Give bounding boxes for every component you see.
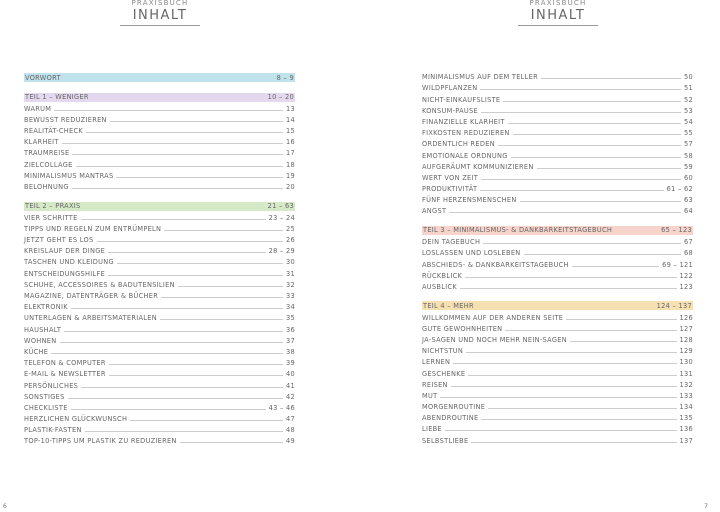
- toc-leader-line: [513, 134, 681, 135]
- toc-entry[interactable]: [24, 278, 295, 289]
- toc-entry-page: 65 – 123: [661, 226, 692, 235]
- toc-leader-line: [68, 398, 283, 399]
- toc-entry-page: 53: [684, 106, 693, 115]
- toc-entry[interactable]: [24, 266, 295, 277]
- toc-entry-page: 33: [286, 292, 295, 300]
- toc-entry-label: GUTE GEWOHNHEITEN: [422, 324, 503, 333]
- toc-entry-label: ABSCHIEDS- & DANKBARKEITSTAGEBUCH: [422, 260, 569, 269]
- toc-entry[interactable]: [422, 310, 693, 321]
- toc-entry-label: FÜNF HERZENSMENSCHEN: [422, 196, 517, 205]
- toc-entry-page: 137: [679, 436, 693, 445]
- toc-entry[interactable]: [422, 433, 693, 444]
- toc-entry-label: ENTSCHEIDUNGSHILFE: [24, 269, 106, 278]
- toc-leader-line: [117, 263, 283, 264]
- toc-entry-label: MINIMALISMUS AUF DEM TELLER: [422, 73, 538, 82]
- toc-entry-page: 35: [286, 314, 295, 323]
- toc-entry-label: VIER SCHRITTE: [24, 213, 78, 222]
- header-kicker: PRAXISBUCH: [131, 0, 189, 7]
- page-title: INHALT: [518, 8, 598, 26]
- toc-leader-line: [505, 330, 676, 331]
- toc-entry-label: MINIMALISMUS MANTRAS: [24, 171, 114, 180]
- toc-entry-page: 135: [679, 414, 693, 423]
- toc-entry-label: TOP-10-TIPPS UM PLASTIK ZU REDUZIEREN: [24, 437, 177, 446]
- toc-entry-page: 64: [684, 207, 693, 216]
- toc-entry-page: 15: [286, 127, 295, 136]
- toc-entry-page: 58: [684, 151, 693, 160]
- toc-entry-page: 133: [679, 391, 693, 400]
- toc-entry[interactable]: [24, 345, 295, 356]
- toc-leader-line: [161, 297, 283, 298]
- toc-entry-label: MORGENROUTINE: [422, 403, 486, 412]
- toc-spacer: [24, 82, 295, 92]
- toc-leader-line: [72, 154, 283, 155]
- toc-entry-page: 60: [684, 173, 693, 182]
- toc-entry-label: ABENDROUTINE: [422, 414, 479, 423]
- toc-entry[interactable]: [422, 411, 693, 422]
- toc-entry-label: TIPPS UND REGELN ZUM ENTRÜMPELN: [24, 224, 162, 233]
- toc-leader-line: [453, 363, 676, 364]
- toc-entry[interactable]: [422, 355, 693, 366]
- toc-entry[interactable]: [422, 389, 693, 400]
- toc-entry-label: NICHTSTUN: [422, 347, 464, 356]
- toc-entry-label: ZIELCOLLAGE: [24, 160, 73, 169]
- toc-entry-page: 20: [286, 183, 295, 191]
- toc-leader-line: [498, 145, 681, 146]
- toc-spacer: [422, 215, 693, 225]
- toc-entry-label: KLARHEIT: [24, 138, 59, 147]
- toc-entry[interactable]: [422, 322, 693, 333]
- toc-leader-line: [471, 442, 676, 443]
- toc-entry[interactable]: [422, 104, 693, 115]
- toc-section-heading[interactable]: [24, 202, 295, 211]
- toc-entry[interactable]: [24, 367, 295, 378]
- toc-entry-label: BELOHNUNG: [24, 183, 69, 191]
- toc-leader-line: [71, 308, 283, 309]
- toc-leader-line: [468, 375, 676, 376]
- toc-entry[interactable]: [422, 422, 693, 433]
- toc-spacer: [24, 191, 295, 201]
- toc-entry-page: 69 – 121: [662, 260, 693, 269]
- toc-entry-page: 49: [286, 437, 295, 446]
- toc-entry[interactable]: [24, 412, 295, 423]
- right-page: [360, 0, 720, 512]
- toc-entry-page: 47: [286, 415, 295, 424]
- toc-entry[interactable]: [422, 137, 693, 148]
- toc-entry-page: 39: [286, 359, 295, 368]
- toc-leader-line: [109, 375, 283, 376]
- toc-leader-line: [480, 190, 663, 191]
- toc-entry-label: WARUM: [24, 104, 52, 113]
- toc-entry-page: 131: [679, 369, 693, 378]
- toc-leader-line: [109, 364, 283, 365]
- toc-leader-line: [449, 212, 681, 213]
- toc-entry-page: 14: [286, 115, 295, 124]
- toc-entry-page: 130: [679, 358, 693, 367]
- toc-entry-label: KÜCHE: [24, 347, 49, 356]
- toc-entry-page: 25: [286, 224, 295, 233]
- toc-leader-line: [488, 408, 676, 409]
- left-header: [120, 0, 200, 26]
- toc-entry[interactable]: [422, 257, 693, 268]
- toc-entry-page: 30: [286, 258, 295, 267]
- toc-entry-page: 136: [679, 425, 693, 434]
- toc-entry[interactable]: [24, 124, 295, 135]
- toc-entry[interactable]: [422, 182, 693, 193]
- toc-entry-page: 68: [684, 249, 693, 258]
- toc-section-heading[interactable]: [24, 73, 295, 82]
- toc-entry[interactable]: [422, 269, 693, 280]
- toc-entry-page: 17: [286, 149, 295, 158]
- toc-entry[interactable]: [24, 311, 295, 322]
- toc-leader-line: [445, 430, 677, 431]
- toc-entry-page: 42: [286, 392, 295, 401]
- toc-entry-label: LERNEN: [422, 358, 451, 367]
- toc-entry-label: HERZLICHEN GLÜCKWUNSCH: [24, 415, 128, 424]
- toc-leader-line: [81, 387, 283, 388]
- toc-entry-label: LOSLASSEN UND LOSLEBEN: [422, 249, 521, 258]
- toc-entry[interactable]: [24, 289, 295, 300]
- toc-entry-label: PRODUKTIVITÄT: [422, 185, 478, 194]
- toc-entry-page: 67: [684, 238, 693, 247]
- toc-entry-page: 126: [679, 313, 693, 322]
- toc-entry[interactable]: [422, 235, 693, 246]
- toc-entry-page: 134: [679, 403, 693, 412]
- toc-entry-page: 54: [684, 117, 693, 126]
- toc-leader-line: [520, 201, 681, 202]
- toc-entry[interactable]: [24, 211, 295, 222]
- toc-entry-page: 34: [286, 303, 295, 312]
- toc-entry-label: ANGST: [422, 207, 447, 216]
- toc-leader-line: [480, 89, 681, 90]
- toc-leader-line: [72, 188, 283, 189]
- toc-entry-label: PERSÖNLICHES: [24, 381, 79, 390]
- toc-entry-page: 132: [679, 380, 693, 389]
- toc-entry[interactable]: [24, 334, 295, 345]
- toc-entry-label: HAUSHALT: [24, 325, 62, 334]
- toc-entry-page: 127: [679, 324, 693, 333]
- toc-entry-label: WILLKOMMEN AUF DER ANDEREN SEITE: [422, 313, 564, 322]
- toc-entry-label: DEIN TAGEBUCH: [422, 238, 481, 247]
- toc-leader-line: [460, 288, 677, 289]
- toc-entry-page: 36: [286, 325, 295, 334]
- toc-entry[interactable]: [422, 193, 693, 204]
- toc-spacer: [422, 291, 693, 301]
- toc-entry-page: 26: [286, 236, 295, 245]
- toc-entry-page: 63: [684, 196, 693, 205]
- toc-entry-label: NICHT-EINKAUFSLISTE: [422, 95, 501, 104]
- toc-entry[interactable]: [24, 390, 295, 401]
- toc-entry-page: 21 – 63: [267, 202, 294, 210]
- toc-entry-page: 8 – 9: [276, 73, 294, 82]
- toc-entry[interactable]: [24, 423, 295, 434]
- toc-leader-line: [62, 143, 283, 144]
- toc-leader-line: [566, 319, 676, 320]
- toc-entry-page: 32: [286, 280, 295, 289]
- toc-entry-page: 40: [286, 370, 295, 379]
- toc-entry[interactable]: [24, 102, 295, 113]
- toc-entry-label: ELEKTRONIK: [24, 303, 68, 312]
- toc-entry[interactable]: [422, 246, 693, 257]
- toc-entry-page: 128: [679, 335, 693, 344]
- toc-leader-line: [481, 179, 681, 180]
- toc-entry[interactable]: [24, 378, 295, 389]
- toc-entry-label: MAGAZINE, DATENTRÄGER & BÜCHER: [24, 292, 159, 300]
- toc-leader-line: [180, 442, 283, 443]
- toc-entry-label: GESCHENKE: [422, 369, 466, 378]
- toc-entry-label: SCHUHE, ACCESSOIRES & BADUTENSILIEN: [24, 280, 175, 289]
- toc-entry[interactable]: [24, 222, 295, 233]
- toc-entry-label: FIXKOSTEN REDUZIEREN: [422, 129, 510, 138]
- toc-entry-page: 18: [286, 160, 295, 169]
- toc-entry-label: TEIL 4 – MEHR: [423, 301, 474, 310]
- toc-leader-line: [85, 431, 283, 432]
- toc-entry[interactable]: [24, 146, 295, 157]
- toc-section-heading[interactable]: [422, 226, 693, 235]
- toc-leader-line: [108, 252, 266, 253]
- toc-entry[interactable]: [422, 333, 693, 344]
- toc-entry-label: REISEN: [422, 380, 448, 389]
- toc-entry[interactable]: [24, 300, 295, 311]
- toc-entry-label: PLASTIK-FASTEN: [24, 426, 82, 435]
- toc-leader-line: [81, 219, 266, 220]
- toc-entry-page: 55: [684, 129, 693, 138]
- toc-entry-page: 19: [286, 171, 295, 180]
- toc-entry[interactable]: [24, 169, 295, 180]
- page-number-left: 6: [3, 503, 7, 510]
- toc-section-heading[interactable]: [422, 301, 693, 310]
- toc-right: [422, 70, 693, 445]
- toc-entry-page: 13: [286, 104, 295, 113]
- toc-entry[interactable]: [24, 322, 295, 333]
- toc-entry-page: 43 – 46: [268, 403, 295, 412]
- toc-entry-page: 48: [286, 426, 295, 435]
- toc-entry[interactable]: [422, 70, 693, 81]
- toc-entry-label: BEWUSST REDUZIEREN: [24, 115, 107, 124]
- toc-entry-label: EMOTIONALE ORDNUNG: [422, 151, 508, 160]
- toc-leader-line: [508, 123, 681, 124]
- toc-leader-line: [64, 331, 283, 332]
- toc-leader-line: [503, 101, 681, 102]
- toc-entry-page: 16: [286, 138, 295, 147]
- toc-entry-label: FINANZIELLE KLARHEIT: [422, 117, 505, 126]
- toc-entry[interactable]: [24, 135, 295, 146]
- toc-entry-label: E-MAIL & NEWSLETTER: [24, 370, 106, 379]
- toc-leader-line: [451, 386, 677, 387]
- toc-entry-label: TELEFON & COMPUTER: [24, 359, 106, 368]
- toc-entry[interactable]: [24, 356, 295, 367]
- toc-entry-page: 28 – 29: [268, 247, 295, 256]
- toc-entry-page: 52: [684, 95, 693, 104]
- toc-leader-line: [164, 230, 283, 231]
- toc-entry[interactable]: [422, 344, 693, 355]
- header-kicker: PRAXISBUCH: [529, 0, 587, 7]
- toc-entry[interactable]: [24, 255, 295, 266]
- toc-entry-label: KONSUM-PAUSE: [422, 106, 479, 115]
- toc-entry-label: UNTERLAGEN & ARBEITSMATERIALEN: [24, 314, 157, 323]
- toc-leader-line: [51, 353, 283, 354]
- toc-leader-line: [570, 341, 677, 342]
- toc-entry-label: AUSBLICK: [422, 282, 457, 291]
- toc-entry-label: REALITÄT-CHECK: [24, 127, 84, 136]
- page-title: INHALT: [120, 8, 200, 26]
- toc-leader-line: [108, 275, 283, 276]
- toc-entry[interactable]: [24, 233, 295, 244]
- toc-entry-label: TEIL 1 – WENIGER: [25, 93, 89, 101]
- toc-entry-label: TASCHEN UND KLEIDUNG: [24, 258, 114, 267]
- toc-entry[interactable]: [24, 113, 295, 124]
- toc-entry-label: KREISLAUF DER DINGE: [24, 247, 106, 256]
- toc-entry-label: MUT: [422, 391, 438, 400]
- toc-entry[interactable]: [422, 171, 693, 182]
- toc-leader-line: [97, 241, 284, 242]
- toc-leader-line: [110, 121, 283, 122]
- toc-entry-label: AUFGERÄUMT KOMMUNIZIEREN: [422, 162, 534, 171]
- toc-leader-line: [76, 166, 283, 167]
- toc-leader-line: [481, 112, 681, 113]
- toc-entry-page: 129: [679, 347, 693, 356]
- toc-leader-line: [60, 342, 284, 343]
- toc-entry-page: 31: [286, 269, 295, 278]
- toc-entry-page: 59: [684, 162, 693, 171]
- toc-entry[interactable]: [422, 400, 693, 411]
- toc-entry-label: WOHNEN: [24, 336, 57, 345]
- toc-leader-line: [130, 420, 283, 421]
- toc-entry[interactable]: [24, 157, 295, 168]
- toc-leader-line: [541, 78, 681, 79]
- toc-entry[interactable]: [24, 244, 295, 255]
- toc-entry-page: 37: [286, 336, 295, 345]
- toc-entry-label: WERT VON ZEIT: [422, 173, 479, 182]
- toc-leader-line: [511, 157, 681, 158]
- toc-entry[interactable]: [422, 378, 693, 389]
- toc-entry[interactable]: [422, 92, 693, 103]
- toc-entry-page: 10 – 20: [267, 93, 294, 101]
- toc-entry[interactable]: [422, 81, 693, 92]
- toc-leader-line: [572, 266, 659, 267]
- toc-entry[interactable]: [422, 160, 693, 171]
- toc-entry-page: 50: [684, 73, 693, 82]
- toc-entry-page: 123: [679, 282, 693, 291]
- toc-entry[interactable]: [24, 180, 295, 191]
- toc-entry-label: TEIL 2 – PRAXIS: [25, 202, 81, 210]
- page-number-right: 7: [704, 503, 708, 510]
- toc-leader-line: [465, 277, 676, 278]
- toc-entry-page: 122: [679, 271, 693, 280]
- toc-entry[interactable]: [422, 366, 693, 377]
- toc-leader-line: [116, 177, 283, 178]
- toc-entry-page: 38: [286, 347, 295, 356]
- toc-leader-line: [440, 397, 676, 398]
- toc-entry[interactable]: [422, 280, 693, 291]
- toc-entry[interactable]: [422, 126, 693, 137]
- toc-leader-line: [481, 419, 676, 420]
- toc-entry-page: 124 – 137: [656, 301, 692, 310]
- toc-leader-line: [54, 110, 283, 111]
- toc-leader-line: [537, 168, 681, 169]
- toc-entry-label: SELBSTLIEBE: [422, 436, 469, 445]
- toc-section-heading[interactable]: [24, 93, 295, 102]
- toc-entry-page: 51: [684, 84, 693, 93]
- toc-entry-label: TRAUMREISE: [24, 149, 70, 158]
- toc-entry-label: VORWORT: [25, 73, 61, 82]
- toc-entry-label: SONSTIGES: [24, 392, 65, 401]
- toc-leader-line: [466, 352, 676, 353]
- toc-entry[interactable]: [422, 115, 693, 126]
- toc-leader-line: [160, 319, 283, 320]
- toc-entry[interactable]: [422, 204, 693, 215]
- toc-entry-page: 57: [684, 140, 693, 149]
- toc-leader-line: [86, 132, 283, 133]
- toc-entry-label: LIEBE: [422, 425, 442, 434]
- toc-entry-page: 41: [286, 381, 295, 390]
- toc-entry[interactable]: [24, 434, 295, 445]
- toc-entry-page: 23 – 24: [268, 213, 295, 222]
- toc-leader-line: [178, 286, 283, 287]
- toc-entry-label: WILDPFLANZEN: [422, 84, 478, 93]
- toc-leader-line: [524, 254, 681, 255]
- toc-entry-label: TEIL 3 – MINIMALISMUS- & DANKBARKEITSTAGEBUCH: [423, 226, 613, 235]
- toc-leader-line: [71, 409, 266, 410]
- toc-entry-label: JA-SAGEN UND NOCH MEHR NEIN-SAGEN: [422, 335, 567, 344]
- toc-entry-label: ORDENTLICH REDEN: [422, 140, 495, 149]
- toc-entry[interactable]: [24, 401, 295, 412]
- toc-entry[interactable]: [422, 148, 693, 159]
- toc-leader-line: [483, 243, 681, 244]
- toc-entry-label: RÜCKBLICK: [422, 271, 463, 280]
- toc-left: [24, 72, 295, 445]
- toc-entry-label: CHECKLISTE: [24, 403, 68, 412]
- right-header: [518, 0, 598, 26]
- toc-entry-label: JETZT GEHT ES LOS: [24, 236, 94, 245]
- toc-entry-page: 61 – 62: [666, 185, 693, 194]
